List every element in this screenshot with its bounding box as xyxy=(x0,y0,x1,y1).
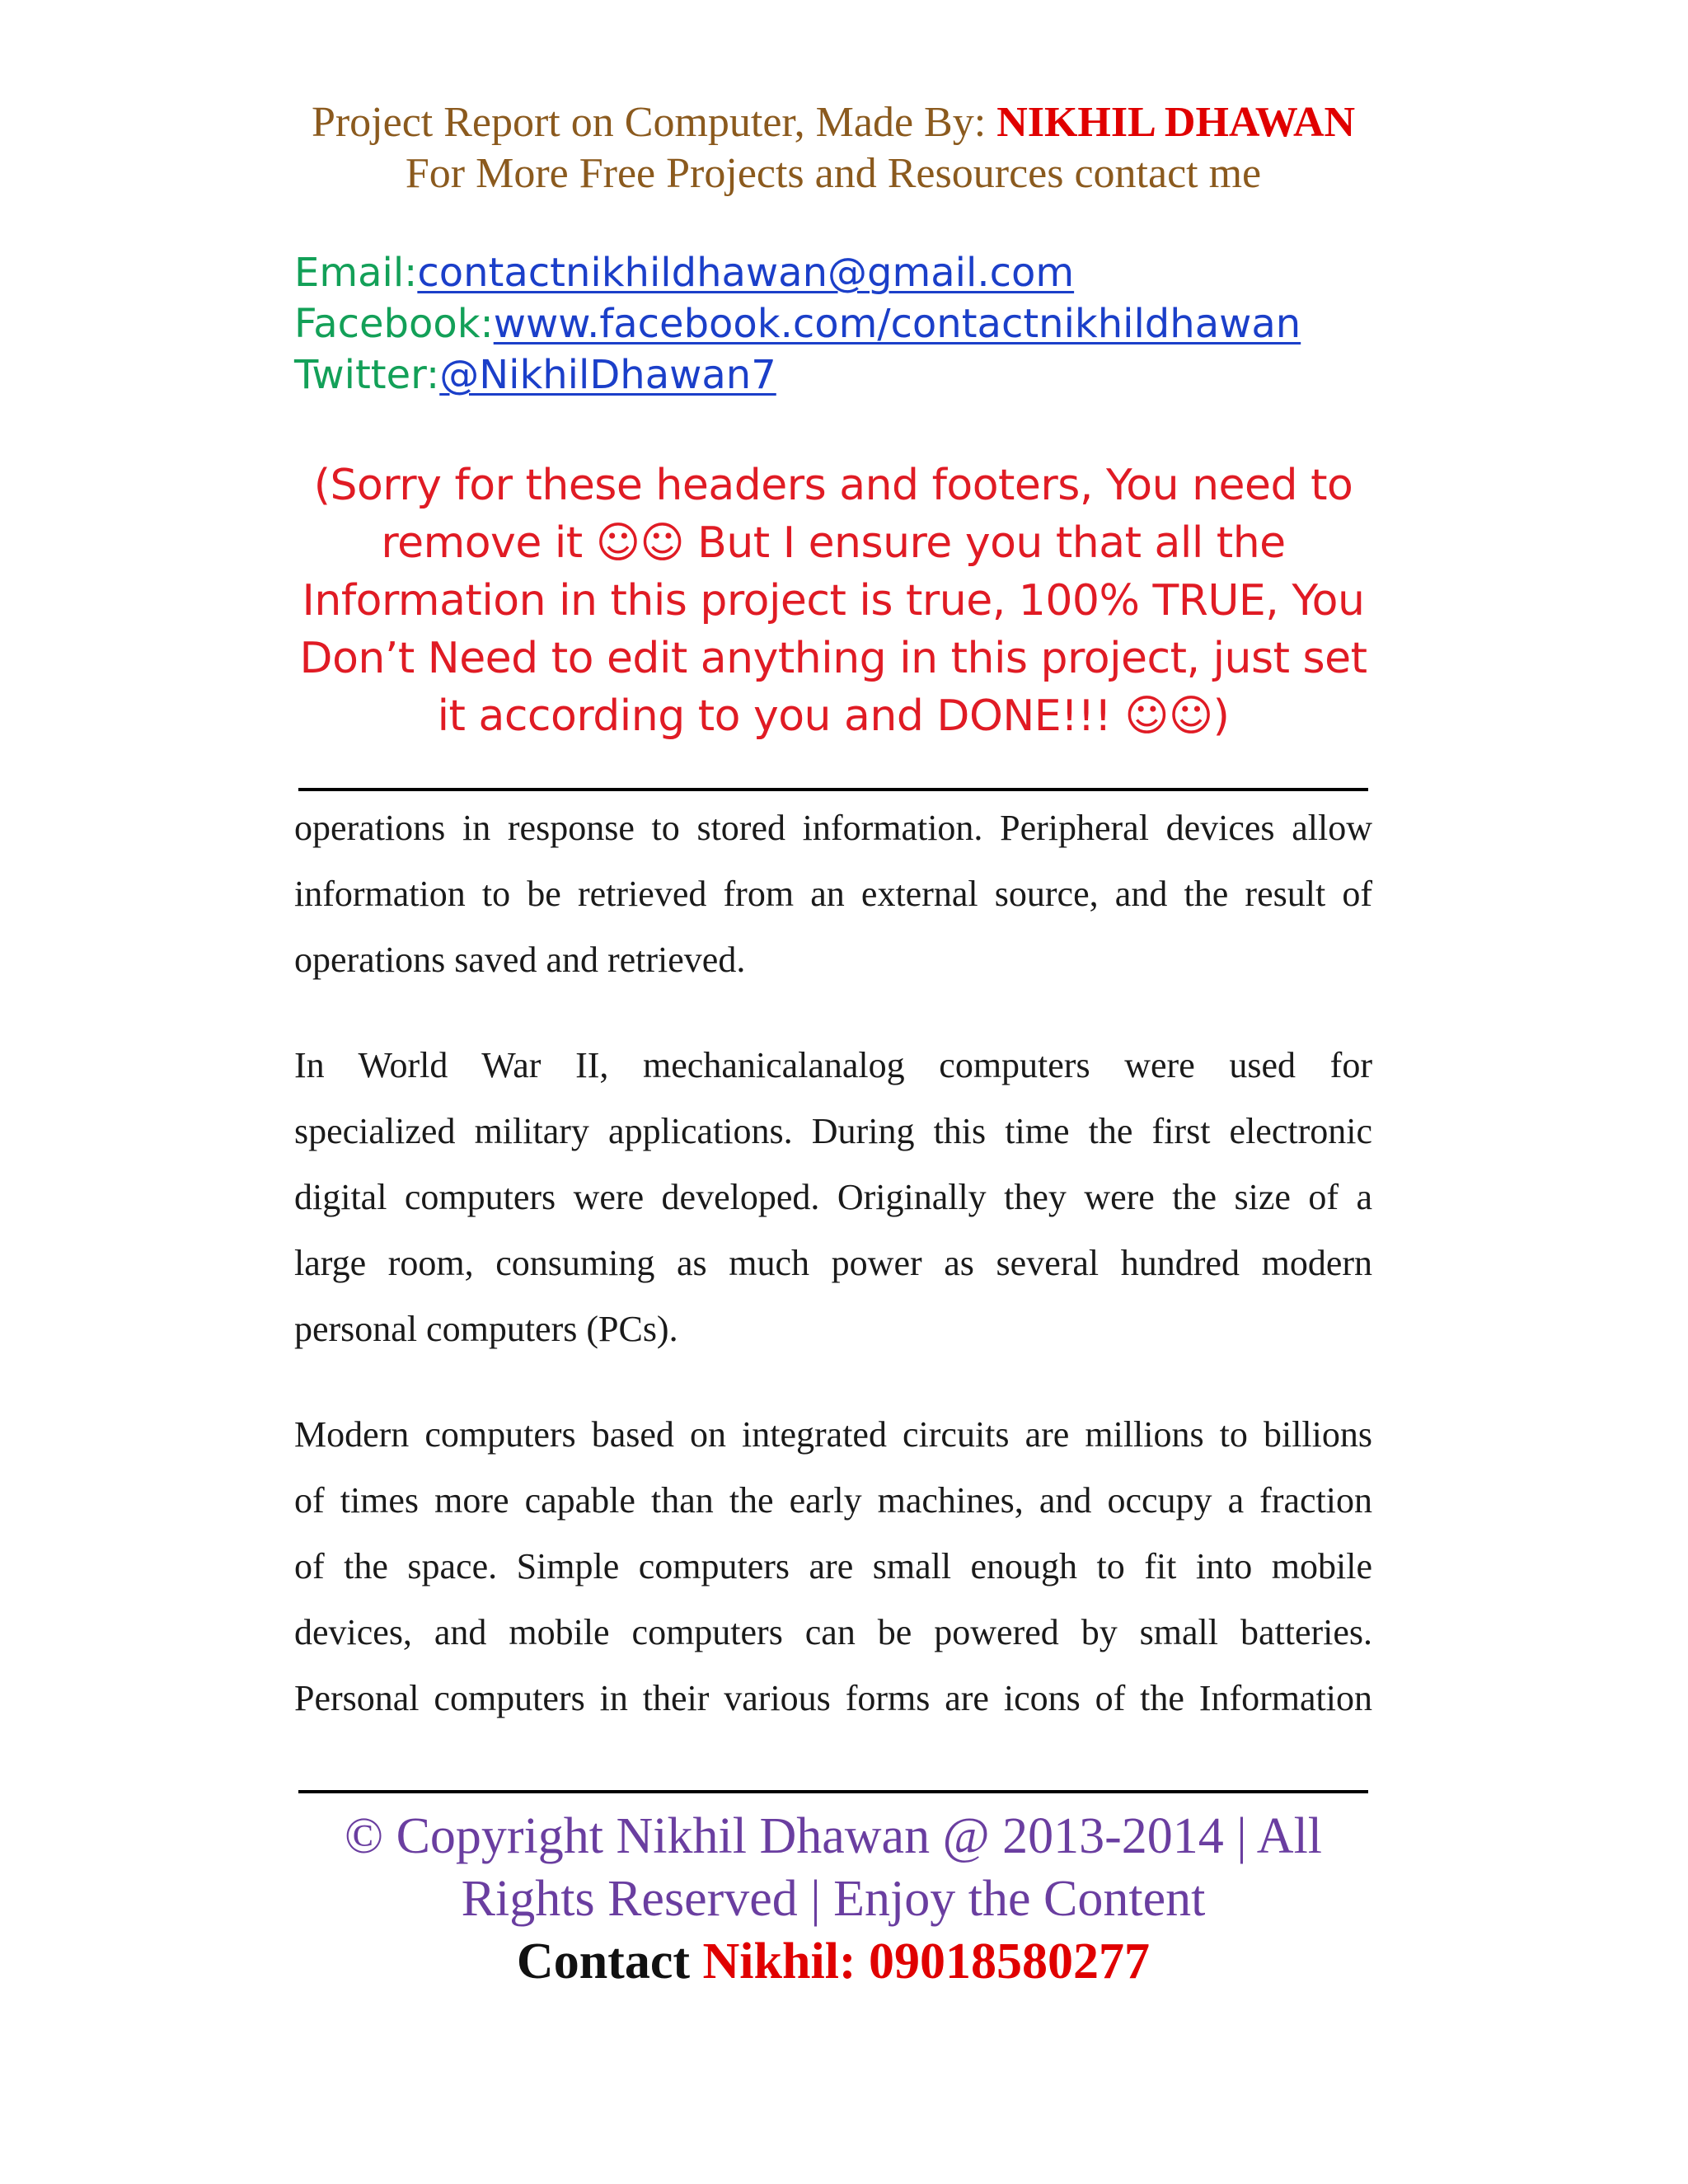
body-line: Personal computers in their various forms are icons of the Information xyxy=(294,1678,1372,1718)
body-line: of times more capable than the early machines, and occupy a fraction xyxy=(294,1480,1372,1521)
email-row xyxy=(294,247,1372,298)
header-block xyxy=(294,97,1372,199)
body-paragraph xyxy=(294,1033,1372,1362)
body-line: operations saved and retrieved. xyxy=(294,940,746,980)
notice-line: it according to you and DONE!!! ☺☺) xyxy=(437,691,1230,741)
notice-line: remove it ☺☺ But I ensure you that all the xyxy=(381,518,1286,568)
facebook-link[interactable]: www.facebook.com/contactnikhildhawan xyxy=(493,301,1301,347)
email-link[interactable]: contactnikhildhawan@gmail.com xyxy=(417,250,1075,296)
body-line: specialized military applications. During this time the first electronic xyxy=(294,1111,1372,1151)
notice-line: Information in this project is true, 100% TRUE, You xyxy=(302,576,1365,626)
body-paragraph xyxy=(294,795,1372,993)
notice-block xyxy=(294,457,1372,745)
body-line: information to be retrieved from an external source, and the result of xyxy=(294,874,1372,914)
body-text xyxy=(294,795,1372,1771)
body-line: of the space. Simple computers are small enough to fit into mobile xyxy=(294,1546,1372,1586)
twitter-label: Twitter: xyxy=(294,352,440,398)
body-line: operations in response to stored information. Peripheral devices allow xyxy=(294,808,1372,848)
body-line: personal computers (PCs). xyxy=(294,1309,678,1349)
email-label: Email: xyxy=(294,250,418,296)
footer-divider xyxy=(298,1790,1368,1793)
twitter-link[interactable]: @NikhilDhawan7 xyxy=(439,352,776,398)
footer-block xyxy=(294,1805,1372,1993)
notice-line: Don’t Need to edit anything in this project, just set xyxy=(299,634,1367,683)
header-subtitle: For More Free Projects and Resources contact me xyxy=(405,150,1262,197)
header-title-prefix: Project Report on Computer, Made By: xyxy=(311,99,997,146)
twitter-row xyxy=(294,349,1372,401)
header-title-line xyxy=(294,97,1372,148)
footer-contact-value: Nikhil: 09018580277 xyxy=(702,1933,1151,1990)
copyright-line: © Copyright Nikhil Dhawan @ 2013-2014 | All xyxy=(344,1808,1323,1864)
footer-contact-label: Contact xyxy=(516,1933,703,1990)
body-paragraph xyxy=(294,1402,1372,1732)
header-author: NIKHIL DHAWAN xyxy=(996,99,1356,146)
notice-line: (Sorry for these headers and footers, You need to xyxy=(313,461,1353,510)
body-line: In World War II, mechanicalanalog computers were used for xyxy=(294,1045,1372,1085)
body-line: devices, and mobile computers can be powered by small batteries. xyxy=(294,1612,1372,1652)
facebook-row xyxy=(294,298,1372,349)
contact-block xyxy=(294,247,1372,401)
copyright-line: Rights Reserved | Enjoy the Content xyxy=(461,1871,1206,1927)
header-divider xyxy=(298,788,1368,791)
footer-contact-line xyxy=(294,1930,1372,1993)
facebook-label: Facebook: xyxy=(294,301,494,347)
body-line: large room, consuming as much power as several hundred modern xyxy=(294,1243,1372,1283)
body-line: digital computers were developed. Originally they were the size of a xyxy=(294,1177,1372,1217)
body-line: Modern computers based on integrated circuits are millions to billions xyxy=(294,1414,1372,1455)
